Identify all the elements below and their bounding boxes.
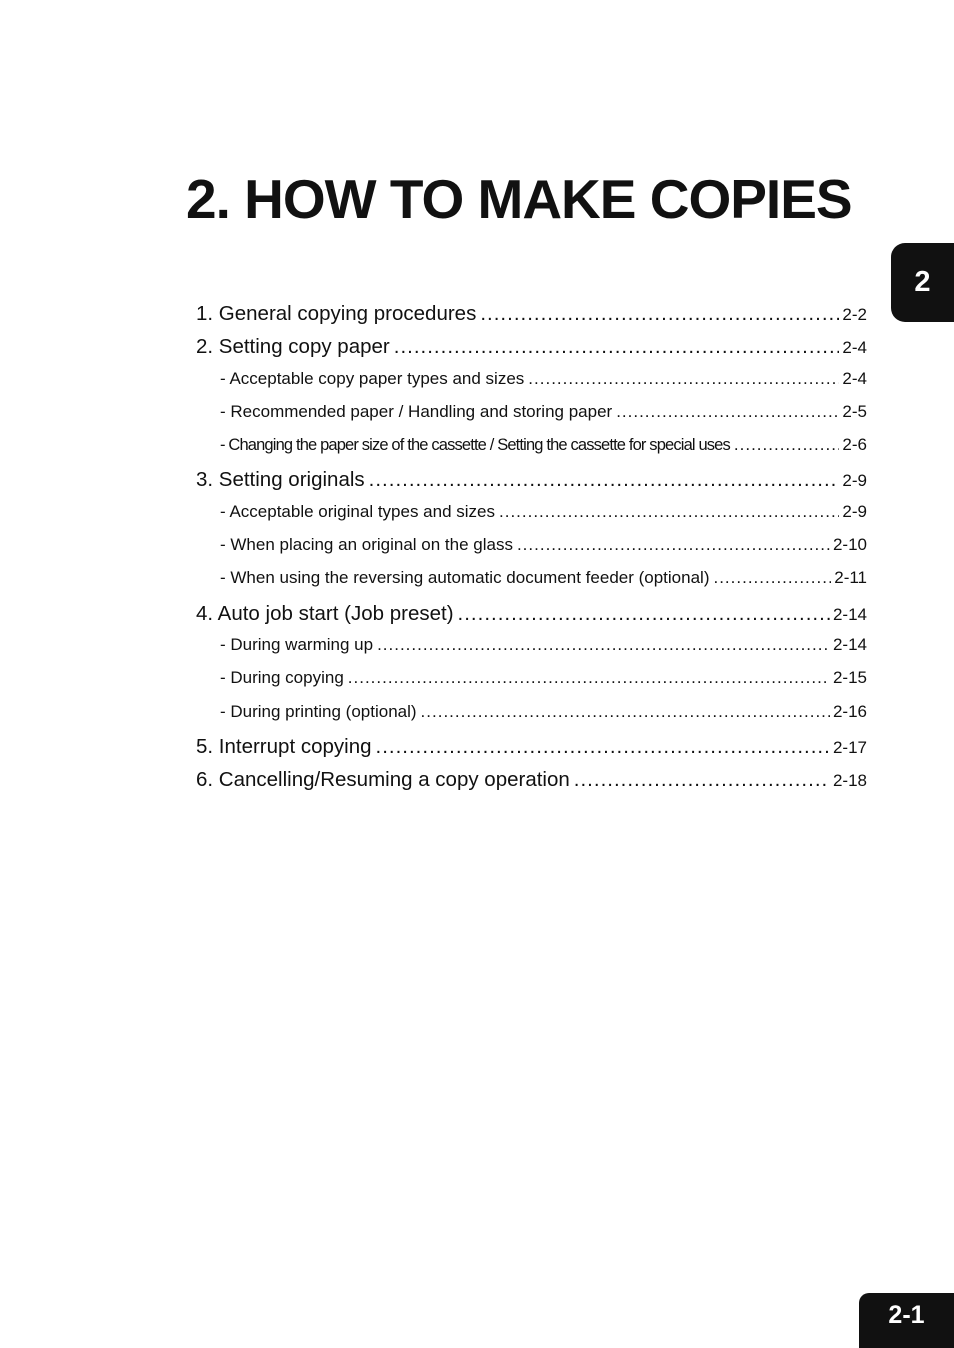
toc-entry-label: - When using the reversing automatic document feeder (optional) <box>220 568 710 588</box>
toc-entry-page: 2-6 <box>842 435 867 455</box>
toc-entry-page: 2-4 <box>842 368 867 388</box>
dot-leader <box>394 335 840 359</box>
toc-entry-changing-paper-size[interactable] <box>196 435 867 468</box>
toc-entry-label: 3. Setting originals <box>196 468 365 492</box>
dot-leader <box>377 635 830 655</box>
toc-entry-during-warming-up[interactable] <box>196 635 867 668</box>
toc-entry-page: 2-16 <box>832 701 867 721</box>
toc-entry-label: - During warming up <box>220 634 374 654</box>
toc-entry-page: 2-9 <box>842 471 867 491</box>
dot-leader <box>734 435 840 455</box>
dot-leader <box>480 302 839 326</box>
toc-entry-label: - Acceptable copy paper types and sizes <box>220 368 525 388</box>
toc-entry-page: 2-9 <box>842 501 867 521</box>
toc-entry-label: 2. Setting copy paper <box>196 335 390 359</box>
dot-leader <box>499 502 839 522</box>
chapter-tab <box>891 243 954 322</box>
dot-leader <box>528 369 839 389</box>
toc-entry-setting-originals[interactable] <box>196 468 867 501</box>
dot-leader <box>517 535 830 555</box>
toc-entry-label: - During printing (optional) <box>220 701 417 721</box>
toc-entry-page: 2-14 <box>832 634 867 654</box>
toc-entry-label: 1. General copying procedures <box>196 302 477 325</box>
toc-entry-setting-copy-paper[interactable] <box>196 335 867 368</box>
toc-entry-acceptable-original-types[interactable] <box>196 502 867 535</box>
toc-entry-page: 2-11 <box>834 568 867 588</box>
toc-entry-page: 2-2 <box>842 305 867 324</box>
toc-entry-acceptable-copy-paper[interactable] <box>196 369 867 402</box>
page-number-tab <box>859 1293 954 1348</box>
chapter-tab-number: 2 <box>914 266 931 298</box>
chapter-title: 2. HOW TO MAKE COPIES <box>186 168 852 230</box>
toc-entry-page: 2-4 <box>842 338 867 358</box>
toc-entry-label: - When placing an original on the glass <box>220 535 513 555</box>
toc-entry-page: 2-18 <box>832 771 867 791</box>
dot-leader <box>713 568 831 588</box>
toc-entry-during-copying[interactable] <box>196 668 867 701</box>
toc-entry-label: - Changing the paper size of the cassette / Setting the cassette for special uses <box>220 436 730 455</box>
toc-entry-page: 2-17 <box>832 737 867 757</box>
toc-entry-reversing-document-feeder[interactable] <box>196 568 867 601</box>
toc-entry-placing-original-on-glass[interactable] <box>196 535 867 568</box>
toc-entry-label: 6. Cancelling/Resuming a copy operation <box>196 768 570 792</box>
dot-leader <box>421 702 830 722</box>
toc-entry-page: 2-10 <box>832 535 867 555</box>
toc-entry-interrupt-copying[interactable] <box>196 735 867 768</box>
dot-leader <box>376 735 830 759</box>
toc-entry-page: 2-5 <box>842 401 867 421</box>
toc-entry-general-copying-procedures[interactable] <box>196 302 867 335</box>
table-of-contents <box>196 302 867 801</box>
page-number: 2-1 <box>888 1301 925 1329</box>
toc-entry-page: 2-15 <box>832 668 867 688</box>
toc-entry-during-printing[interactable] <box>196 702 867 735</box>
dot-leader <box>458 602 830 626</box>
toc-entry-cancelling-resuming[interactable] <box>196 768 867 801</box>
toc-entry-label: 4. Auto job start (Job preset) <box>196 601 454 625</box>
toc-entry-label: 5. Interrupt copying <box>196 734 372 758</box>
toc-entry-label: - During copying <box>220 668 344 688</box>
toc-entry-page: 2-14 <box>832 604 867 624</box>
toc-entry-label: - Acceptable original types and sizes <box>220 501 495 521</box>
dot-leader <box>348 668 830 688</box>
toc-entry-auto-job-start[interactable] <box>196 602 867 635</box>
dot-leader <box>369 468 840 492</box>
toc-entry-recommended-paper[interactable] <box>196 402 867 435</box>
dot-leader <box>574 768 830 792</box>
dot-leader <box>616 402 839 422</box>
toc-entry-label: - Recommended paper / Handling and storing paper <box>220 401 613 421</box>
